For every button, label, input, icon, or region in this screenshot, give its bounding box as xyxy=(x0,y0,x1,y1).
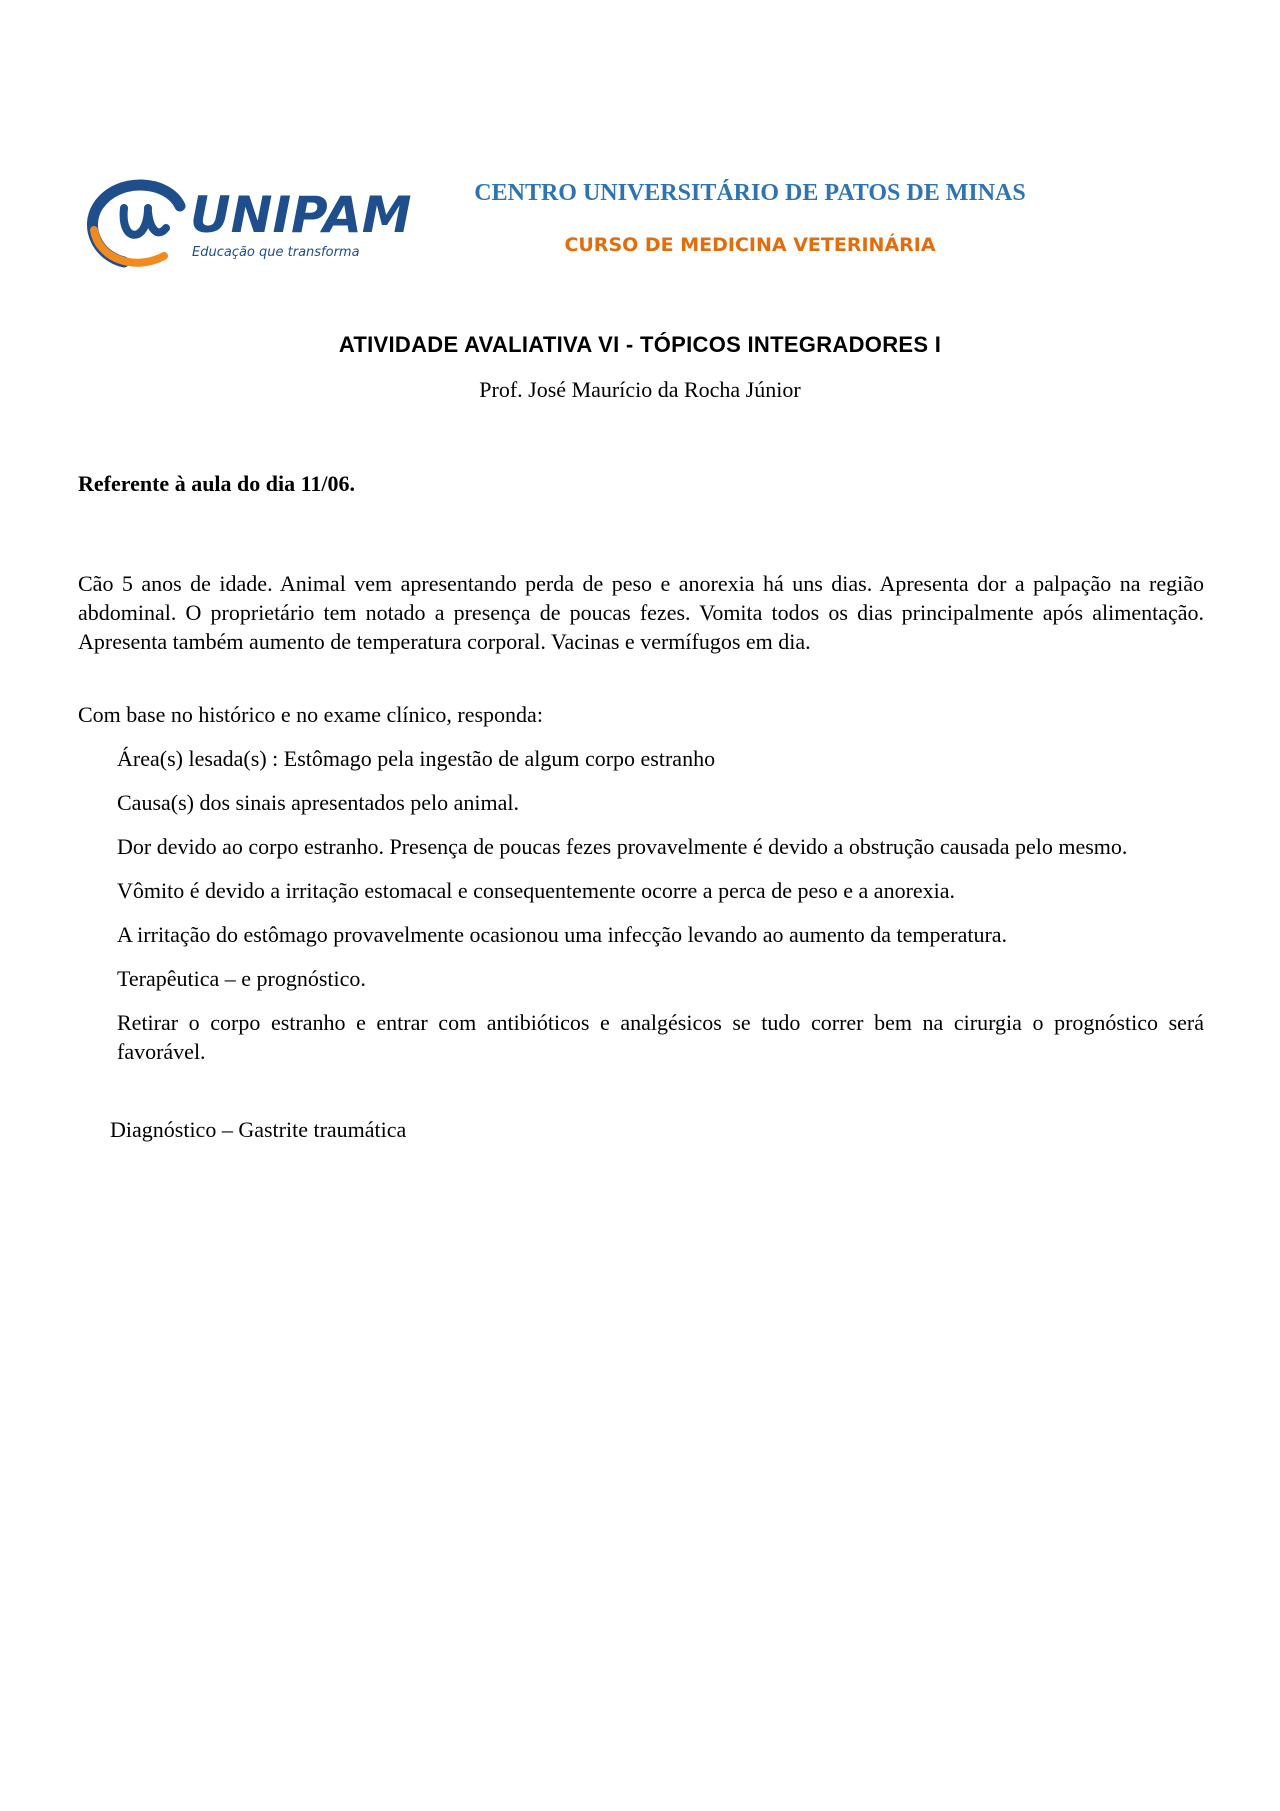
answers-list xyxy=(117,744,1204,1081)
logo-tagline: Educação que transforma xyxy=(192,245,360,260)
institution-name: CENTRO UNIVERSITÁRIO DE PATOS DE MINAS xyxy=(474,180,1026,206)
answer-vomit: Vômito é devido a irritação estomacal e consequentemente ocorre a perca de peso e a anorexia. xyxy=(117,878,956,903)
unipam-logo-graphic xyxy=(88,172,412,276)
unipam-logo xyxy=(88,172,412,276)
diagnosis: Diagnóstico – Gastrite traumática xyxy=(110,1117,407,1142)
professor-name: Prof. José Maurício da Rocha Júnior xyxy=(479,377,801,402)
answer-therapy-prognosis: Retirar o corpo estranho e entrar com antibióticos e analgésicos se tudo correr bem na cirurgia o prognóstico será favorável. xyxy=(117,1010,1204,1064)
case-description: Cão 5 anos de idade. Animal vem apresentando perda de peso e anorexia há uns dias. Apresenta dor a palpação na região abdominal. O proprietário tem notado a presença de poucas fezes. Vomita todos os dias principalmente após alimentação. Apresenta também aumento de temperatura corporal. Vacinas e vermífugos em dia. xyxy=(78,571,1204,654)
answer-temperature: A irritação do estômago provavelmente ocasionou uma infecção levando ao aumento da temperatura. xyxy=(117,922,1008,947)
answer-therapy-heading: Terapêutica – e prognóstico. xyxy=(117,966,366,991)
answer-pain-feces: Dor devido ao corpo estranho. Presença de poucas fezes provavelmente é devido a obstrução causada pelo mesmo. xyxy=(117,834,1128,859)
question-prompt: Com base no histórico e no exame clínico, responda: xyxy=(78,702,543,727)
document-title: ATIVIDADE AVALIATIVA VI - TÓPICOS INTEGRADORES I xyxy=(338,332,942,357)
class-reference: Referente à aula do dia 11/06. xyxy=(78,471,356,496)
answer-causes-heading: Causa(s) dos sinais apresentados pelo animal. xyxy=(117,790,520,815)
logo-wordmark: UNIPAM xyxy=(190,186,412,244)
logo-mark xyxy=(124,208,166,235)
course-name: CURSO DE MEDICINA VETERINÁRIA xyxy=(564,234,936,256)
answer-lesion-area: Área(s) lesada(s) : Estômago pela ingestão de algum corpo estranho xyxy=(117,746,716,771)
